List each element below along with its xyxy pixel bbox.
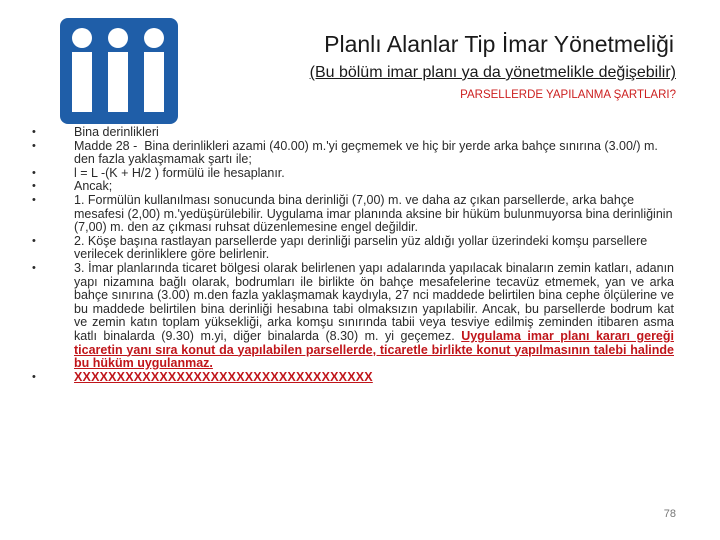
bullet-icon: • [32,166,36,179]
logo [60,18,178,124]
article-number: Madde 28 - [74,138,138,153]
list-item [28,167,674,181]
item-text: Ancak; [74,179,113,194]
article-text: 3. İmar planlarında ticaret bölgesi olarak belirlenen yapı adalarında yapılacak binaların zemin katları, adanın yapı nizamına bağlı olarak, bodrumları ile birlikte ön bahçe mesafelerine tecavüz etmemek, yan ve arka bahçe sınırına (3.00) m.den fazla yaklaşmamak kaydıyla, 27 nci maddede belirtilen bina cephe ölçülerine ve bu maddede belirtilen bina derinliği hesabına tabi olmaksızın yapılabilir. Ancak, bu parsellerde bodrum kat ve zemin katın toplam yüksekliği, arka komşu sınırında tabii veya tesviye edilmiş zeminden itibaren asma katlı binalarda (9.30) m.yi, diğer binalarda (8.30) m. yi geçemez. [74,260,674,343]
list-item [28,194,674,235]
section-heading: PARSELLERDE YAPILANMA ŞARTLARI? [460,89,676,101]
placeholder-x-line: XXXXXXXXXXXXXXXXXXXXXXXXXXXXXXXXXXX [74,369,373,384]
list-item [28,180,674,194]
item-text: 1. Formülün kullanılması sonucunda bina derinliği (7,00) m. ve daha az çıkan parsellerde, arka bahçe mesafesi (2,00) m.'yedüşürülebilir. Uygulama imar planında aksine bir hüküm bulunmuyorsa bina derinliğinin (7,00) m. den az çıkması ruhsat düzenlemesine engel değildir. [74,192,673,235]
highlighted-text: Uygulama imar planı kararı gereği ticaretin yanı sıra konut da yapılabilen parsellerde, ticaretle birlikte konut yapılmasının talebi halinde bu hüküm uygulanmaz. [74,328,674,371]
bullet-icon: • [32,261,36,274]
list-item [28,262,674,371]
list-item [28,371,674,385]
article-text: Bina derinlikleri azami (40.00) m.'yi geçmemek ve hiç bir yerde arka bahçe sınırına (3.00/) m. den fazla yaklaşmamak şartı ile; [74,138,658,167]
item-text [74,262,674,371]
item-text [74,140,674,167]
item-text: Bina derinlikleri [74,125,159,139]
bullet-list [28,126,674,384]
logo-dot-middle [108,28,128,48]
logo-bar-left [72,52,92,112]
bullet-icon: • [32,193,36,206]
page-subtitle: (Bu bölüm imar planı ya da yönetmelikle değişebilir) [309,64,676,81]
page-number: 78 [663,508,676,520]
logo-bar-middle [108,52,128,112]
bullet-icon: • [32,139,36,152]
logo-dot-left [72,28,92,48]
list-item [28,235,674,262]
item-text: 2. Köşe başına rastlayan parsellerde yapı derinliği parselin yüz aldığı yollar üzerindeki komşu parsellere verilecek derinliklere göre belirlenir. [74,233,648,262]
list-item [28,126,674,140]
logo-bar-right [144,52,164,112]
bullet-icon: • [32,234,36,247]
logo-dot-right [144,28,164,48]
bullet-icon: • [32,126,36,138]
item-text: l = L -(K + H/2 ) formülü ile hesaplanır. [74,165,285,180]
page-title: Planlı Alanlar Tip İmar Yönetmeliği [324,31,674,57]
list-item [28,140,674,167]
bullet-icon: • [32,180,36,193]
bullet-icon: • [32,370,36,383]
